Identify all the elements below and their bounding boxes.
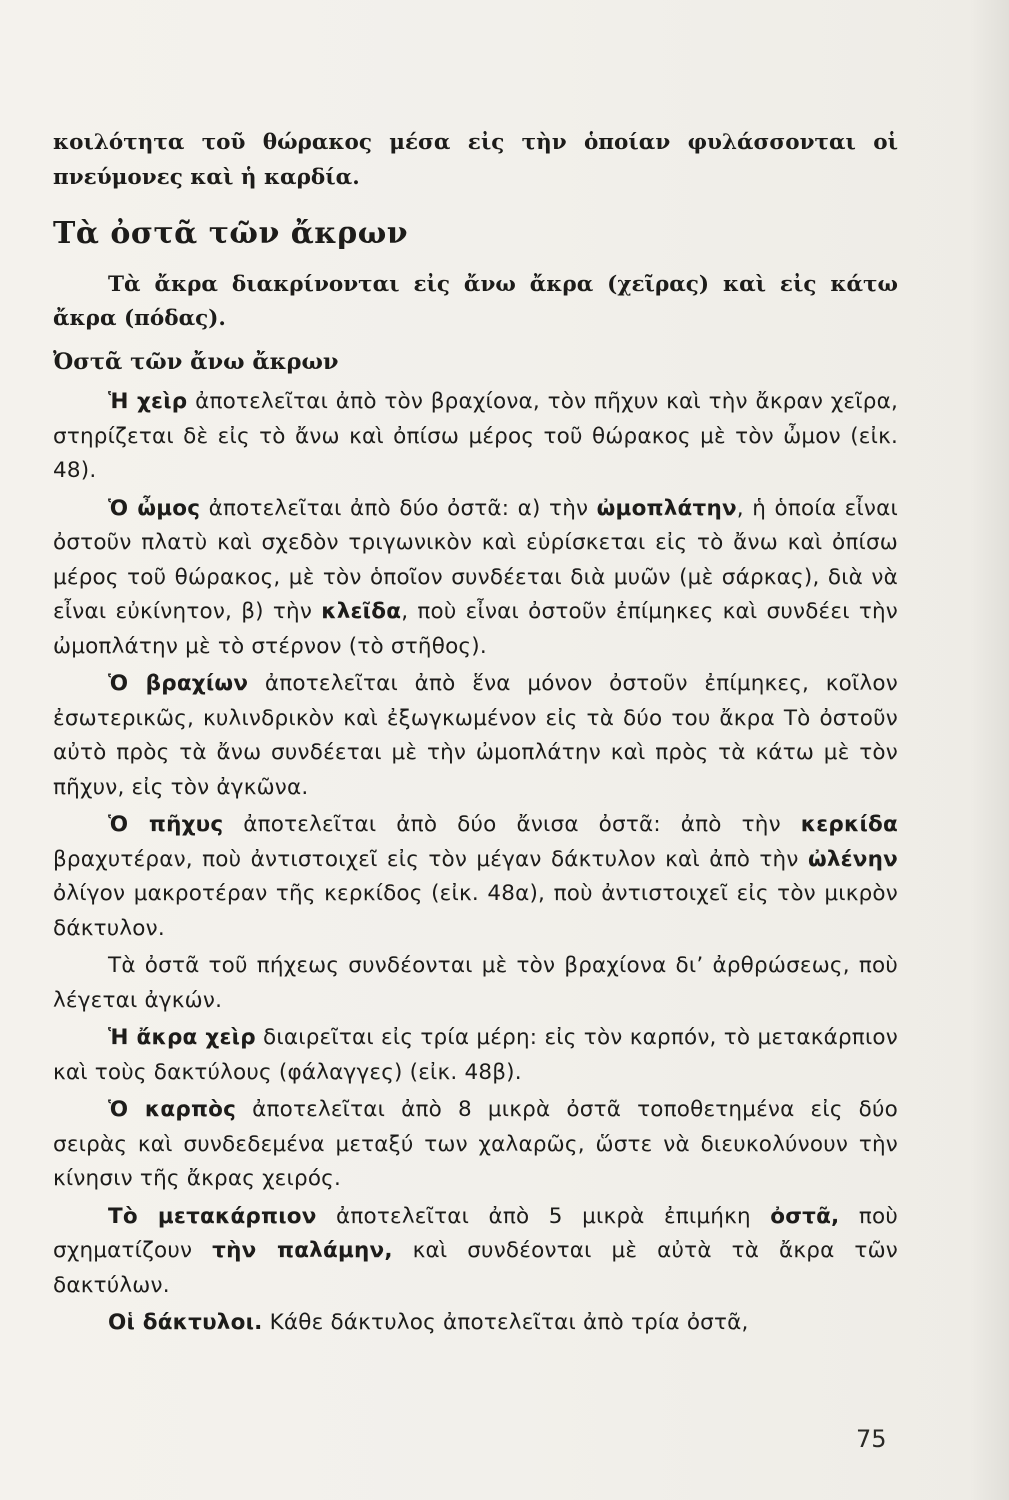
paragraph-text: διαιρεῖται εἰς τρία μέρη: εἰς τὸν καρπόν, τὸ μετακάρπιον καὶ τοὺς δακτύλους (φάλαγγες) (εἰκ. 48β). bbox=[53, 1025, 898, 1085]
paragraph-fingers bbox=[53, 1306, 898, 1341]
term-bones: ὀστᾶ, bbox=[770, 1203, 840, 1229]
paragraph-text: ἀποτελεῖται ἀπὸ δύο ὀστᾶ: α) τὴν bbox=[200, 495, 597, 521]
paragraph-text: ἀποτελεῖται ἀπὸ 5 μικρὰ ἐπιμήκη bbox=[316, 1203, 771, 1229]
term-hand-extremity: Ἡ ἄκρα χεὶρ bbox=[108, 1025, 256, 1050]
paragraph-text: ἀποτελεῖται ἀπὸ ἕνα μόνον ὀστοῦν ἐπίμηκες, κοῖλον ἐσωτερικῶς, κυλινδρικὸν καὶ ἐξωγκωμένον εἰς τὰ δύο του ἄκρα Τὸ ὀστοῦν αὐτὸ πρὸς τὰ ἄνω συνδέεται μὲ τὴν ὠμοπλάτην καὶ πρὸς τὰ κάτω μὲ τὸν πῆχυν, εἰς τὸν ἀγκῶνα. bbox=[53, 671, 898, 800]
paragraph-shoulder bbox=[53, 492, 898, 665]
page-body bbox=[53, 126, 898, 1344]
paragraph-text: καὶ συνδέονται μὲ αὐτὰ τὰ ἄκρα τῶν δακτύλων. bbox=[53, 1238, 898, 1298]
page-shadow bbox=[969, 0, 1009, 1500]
term-shoulder: Ὁ ὦμος bbox=[108, 495, 201, 521]
subsection-heading: Ὀστᾶ τῶν ἄνω ἄκρων bbox=[53, 348, 339, 375]
term-radius: κερκίδα bbox=[800, 812, 898, 837]
term-fingers: Οἱ δάκτυλοι. bbox=[108, 1310, 263, 1335]
paragraph-text: ἀποτελεῖται ἀπὸ 8 μικρὰ ὀστᾶ τοποθετημένα εἰς δύο σειρὰς καὶ συνδεδεμένα μεταξύ των χαλαρῶς, ὥστε νὰ διευκολύνουν τὴν κίνησιν τῆς ἄκρας χειρός. bbox=[53, 1097, 899, 1191]
term-wrist: Ὁ καρπὸς bbox=[108, 1097, 237, 1122]
paragraph-wrist bbox=[53, 1093, 898, 1197]
term-ulna: ὠλένην bbox=[807, 846, 898, 872]
term-scapula: ὠμοπλάτην bbox=[596, 495, 737, 521]
paragraph-text: ὀλίγον μακροτέραν τῆς κερκίδος (εἰκ. 48α), ποὺ ἀντιστοιχεῖ εἰς τὸν μικρὸν δάκτυλον. bbox=[53, 881, 898, 941]
paragraph-limbs-intro: Τὰ ἄκρα διακρίνονται εἰς ἄνω ἄκρα (χεῖρας) καὶ εἰς κάτω ἄκρα (πόδας). bbox=[53, 271, 898, 331]
paragraph-hand bbox=[53, 385, 898, 489]
paragraph-metacarpus bbox=[53, 1200, 898, 1304]
term-palm: τὴν παλάμην, bbox=[212, 1238, 393, 1263]
paragraph-text: ἀποτελεῖται ἀπὸ δύο ἄνισα ὀστᾶ: ἀπὸ τὴν bbox=[223, 812, 801, 837]
paragraph-text: , ἡ ὁποία εἶναι ὀστοῦν πλατὺ καὶ σχεδὸν τριγωνικὸν καὶ εὑρίσκεται εἰς τὸ ἄνω καὶ ὀπίσω μέρος τοῦ θώρακος, μὲ τὸν ὁποῖον συνδέεται διὰ μυῶν (μὲ σάρκας), διὰ νὰ εἶναι εὐκίνητον, β) τὴν bbox=[53, 495, 898, 624]
paragraph-elbow: Τὰ ὀστᾶ τοῦ πήχεως συνδέονται μὲ τὸν βραχίονα δι’ ἀρθρώσεως, ποὺ λέγεται ἀγκών. bbox=[53, 953, 898, 1013]
paragraph-text: Κάθε δάκτυλος ἀποτελεῖται ἀπὸ τρία ὀστᾶ, bbox=[262, 1310, 749, 1335]
paragraph-continuation: κοιλότητα τοῦ θώρακος μέσα εἰς τὴν ὁποίαν φυλάσσονται οἱ πνεύμονες καὶ ἡ καρδία. bbox=[53, 130, 898, 190]
term-clavicle: κλεῖδα bbox=[321, 599, 402, 624]
paragraph-text: βραχυτέραν, ποὺ ἀντιστοιχεῖ εἰς τὸν μέγαν δάκτυλον καὶ ἀπὸ τὴν bbox=[53, 846, 808, 872]
term-arm: Ὁ βραχίων bbox=[108, 671, 249, 696]
section-heading: Τὰ ὀστᾶ τῶν ἄκρων bbox=[53, 216, 409, 251]
paragraph-text: , ποὺ εἶναι ὀστοῦν ἐπίμηκες καὶ συνδέει τὴν ὠμοπλάτην μὲ τὸ στέρνον (τὸ στῆθος). bbox=[53, 599, 898, 659]
term-metacarpus: Τὸ μετακάρπιον bbox=[108, 1203, 317, 1229]
paragraph-text: ποὺ σχηματίζουν bbox=[53, 1203, 898, 1263]
paragraph-forearm bbox=[53, 808, 898, 946]
term-hand: Ἡ χεὶρ bbox=[108, 389, 188, 414]
paragraph-text: ἀποτελεῖται ἀπὸ τὸν βραχίονα, τὸν πῆχυν καὶ τὴν ἄκραν χεῖρα, στηρίζεται δὲ εἰς τὸ ἄνω καὶ ὀπίσω μέρος τοῦ θώρακος μὲ τὸν ὦμον (εἰκ. 48). bbox=[53, 389, 898, 483]
term-forearm: Ὁ πῆχυς bbox=[108, 812, 224, 837]
paragraph-arm bbox=[53, 667, 898, 805]
paragraph-hand-parts bbox=[53, 1021, 898, 1090]
page-number: 75 bbox=[856, 1425, 887, 1453]
